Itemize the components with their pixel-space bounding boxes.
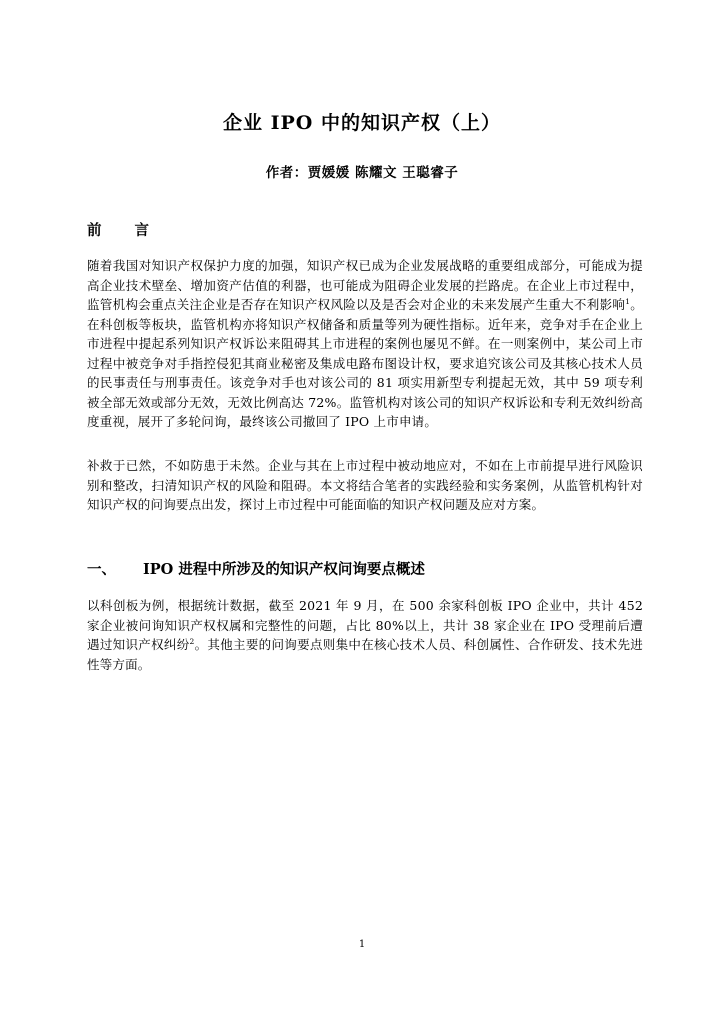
preface-paragraph-1-text-a: 随着我国对知识产权保护力度的加强，知识产权已成为企业发展战略的重要组成部分，可能成为提高企业技术壁垒、增加资产估值的利器，也可能成为阻碍企业发展的拦路虎。在企业上市过程中，监管机构会重点关注企业是否存在知识产权风险以及是否会对企业的未来发展产生重大不利影响 — [87, 258, 643, 312]
section-1-paragraph-text-b: 。其他主要的问询要点则集中在核心技术人员、科创属性、合作研发、技术先进性等方面。 — [87, 637, 643, 672]
footnote-ref-1[interactable]: 1 — [625, 296, 631, 306]
author-line: 作者：贾媛媛 陈耀文 王聪睿子 — [265, 165, 459, 181]
footnote-ref-2[interactable]: 2 — [189, 636, 195, 646]
section-1-number: 一、 — [87, 561, 116, 578]
section-1-heading — [87, 558, 425, 579]
document-title: 企业 IPO 中的知识产权（上） — [223, 112, 501, 134]
section-1-paragraph-text-a: 以科创板为例，根据统计数据，截至 2021 年 9 月，在 500 余家科创板 IPO 企业中，共计 452 家企业被问询知识产权权属和完整性的问题，占比 80%以上，共计 38 家企业在 IPO 受理前后遭遇过知识产权纠纷 — [87, 598, 643, 652]
preface-paragraph-2: 补救于已然，不如防患于未然。企业与其在上市过程中被动地应对，不如在上市前提早进行风险识别和整改，扫清知识产权的风险和阻碍。本文将结合笔者的实践经验和实务案例，从监管机构针对知识产权的问询要点出发，探讨上市过程中可能面临的知识产权问题及应对方案。 — [87, 458, 643, 512]
preface-paragraph-1 — [87, 256, 643, 432]
page-number: 1 — [358, 939, 366, 950]
section-1-paragraph — [87, 596, 643, 674]
preface-paragraph-1-text-b: 。在科创板等板块，监管机构亦将知识产权储备和质量等列为硬性指标。近年来，竞争对手在企业上市进程中提起系列知识产权诉讼来阻碍其上市进程的案例也屡见不鲜。在一则案例中，某公司上市过程中被竞争对手指控侵犯其商业秘密及集成电路布图设计权，要求追究该公司及其核心技术人员的民事责任与刑事责任。该竞争对手也对该公司的 81 项实用新型专利提起无效，其中 59 项专利被全部无效或部分无效，无效比例高达 72%。监管机构对该公司的知识产权诉讼和专利无效纠纷高度重视，展开了多轮问询，最终该公司撤回了 IPO 上市申请。 — [87, 297, 644, 429]
preface-heading: 前 言 — [87, 222, 164, 239]
section-1-title: IPO 进程中所涉及的知识产权问询要点概述 — [143, 561, 425, 578]
